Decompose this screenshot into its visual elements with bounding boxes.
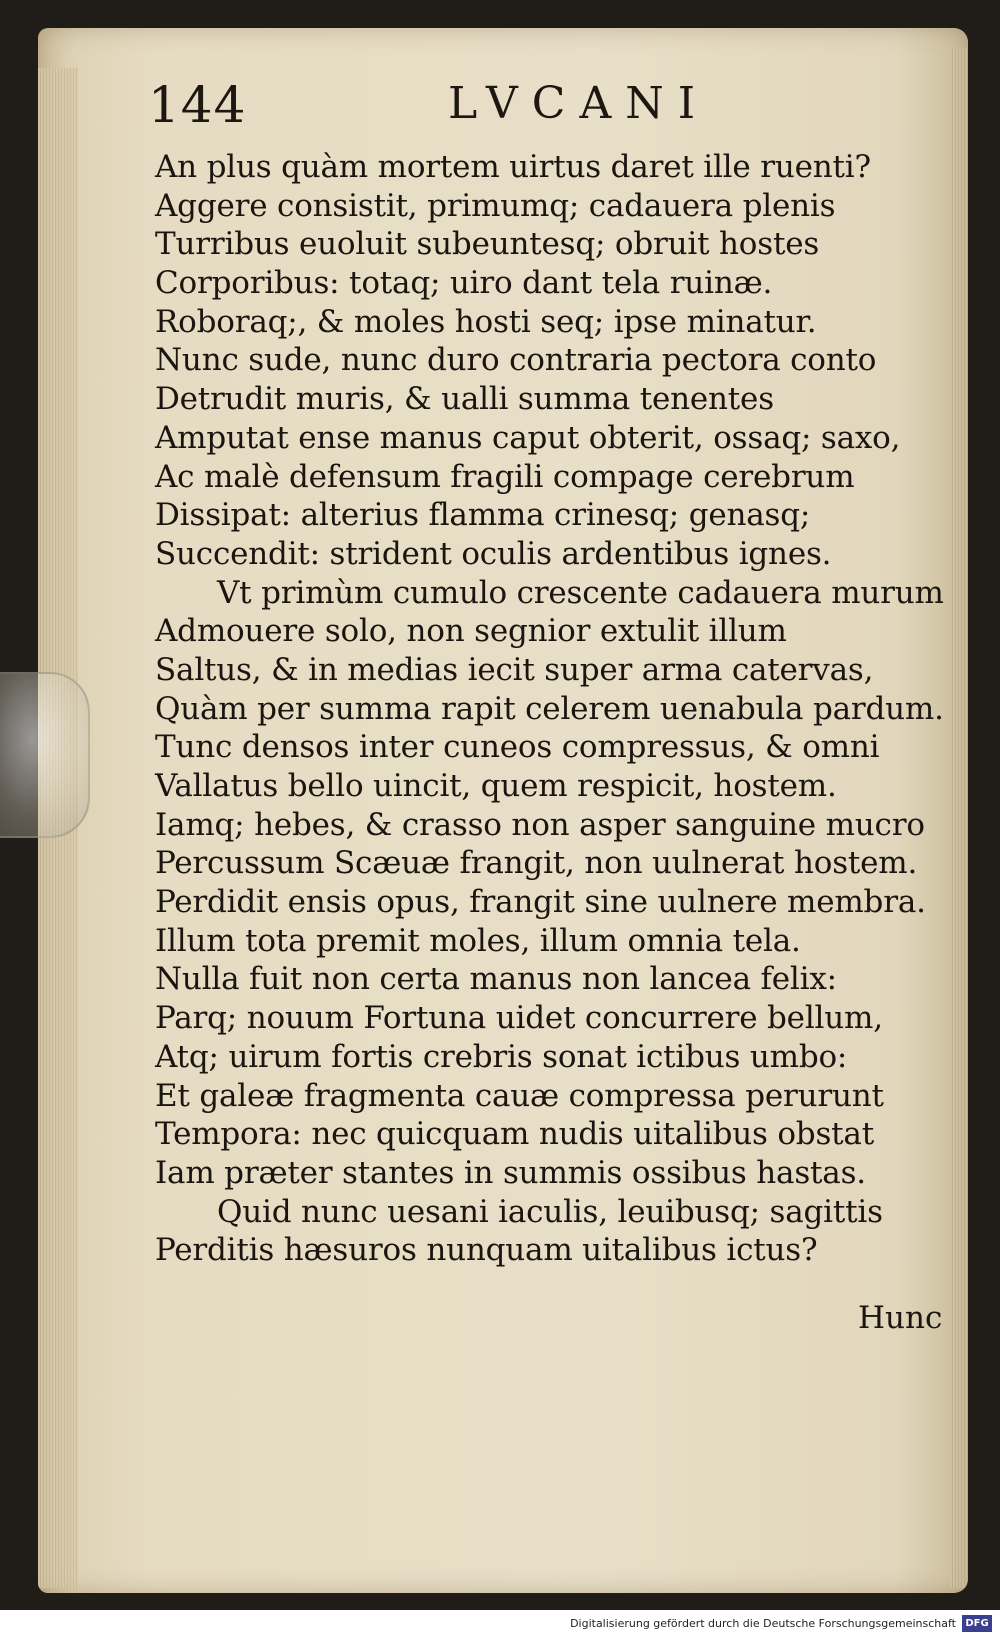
verse-line: Admouere solo, non segnior extulit illum bbox=[155, 613, 787, 650]
dfg-logo: DFG bbox=[962, 1615, 992, 1632]
footer-credit: Digitalisierung gefördert durch die Deutsche Forschungsgemeinschaft bbox=[570, 1617, 956, 1630]
verse-line: Percussum Scæuæ frangit, non uulnerat hostem. bbox=[155, 845, 918, 882]
page-number: 144 bbox=[148, 76, 247, 134]
verse-line: Tunc densos inter cuneos compressus, & omni bbox=[155, 729, 880, 766]
digitization-footer bbox=[0, 1610, 1000, 1639]
verse-line: Atq; uirum fortis crebris sonat ictibus umbo: bbox=[155, 1038, 848, 1075]
verse-line: An plus quàm mortem uirtus daret ille ruenti? bbox=[155, 149, 871, 185]
verse-line: Quid nunc uesani iaculis, leuibusq; sagittis bbox=[217, 1193, 883, 1230]
running-title: LVCANI bbox=[448, 78, 710, 129]
verse-text bbox=[155, 148, 944, 1270]
verse-line: Detrudit muris, & ualli summa tenentes bbox=[155, 381, 774, 418]
verse-line: Corporibus: totaq; uiro dant tela ruinæ. bbox=[155, 265, 773, 302]
verse-line: Nulla fuit non certa manus non lancea felix: bbox=[155, 961, 837, 998]
verse-line: Iamq; hebes, & crasso non asper sanguine mucro bbox=[155, 806, 925, 843]
page-edge-right bbox=[950, 48, 968, 1588]
verse-line: Saltus, & in medias iecit super arma catervas, bbox=[155, 651, 874, 688]
book-clamp bbox=[0, 672, 90, 838]
verse-line: Turribus euoluit subeuntesq; obruit hostes bbox=[155, 226, 820, 263]
verse-line: Illum tota premit moles, illum omnia tela. bbox=[155, 922, 801, 959]
verse-line: Ac malè defensum fragili compage cerebrum bbox=[155, 458, 855, 495]
catchword: Hunc bbox=[858, 1300, 943, 1336]
verse-line: Nunc sude, nunc duro contraria pectora conto bbox=[155, 342, 877, 379]
verse-line: Parq; nouum Fortuna uidet concurrere bellum, bbox=[155, 1000, 883, 1037]
verse-line: Iam præter stantes in summis ossibus hastas. bbox=[155, 1154, 866, 1191]
verse-line: Perditis hæsuros nunquam uitalibus ictus? bbox=[155, 1232, 818, 1269]
verse-line: Succendit: strident oculis ardentibus ignes. bbox=[155, 535, 832, 572]
verse-line: Amputat ense manus caput obterit, ossaq; saxo, bbox=[155, 419, 901, 456]
page-header bbox=[148, 68, 848, 138]
verse-line: Vt primùm cumulo crescente cadauera murum bbox=[217, 574, 944, 611]
verse-line: Et galeæ fragmenta cauæ compressa perurunt bbox=[155, 1077, 884, 1114]
verse-line: Quàm per summa rapit celerem uenabula pardum. bbox=[155, 690, 944, 727]
verse-line: Dissipat: alterius flamma crinesq; genasq; bbox=[155, 497, 811, 534]
verse-line: Vallatus bello uincit, quem respicit, hostem. bbox=[155, 768, 837, 804]
verse-line: Tempora: nec quicquam nudis uitalibus obstat bbox=[155, 1116, 874, 1153]
verse-line: Aggere consistit, primumq; cadauera plenis bbox=[155, 187, 836, 224]
verse-line: Roboraq;, & moles hosti seq; ipse minatur. bbox=[155, 303, 817, 340]
verse-line: Perdidit ensis opus, frangit sine uulnere membra. bbox=[155, 884, 926, 921]
